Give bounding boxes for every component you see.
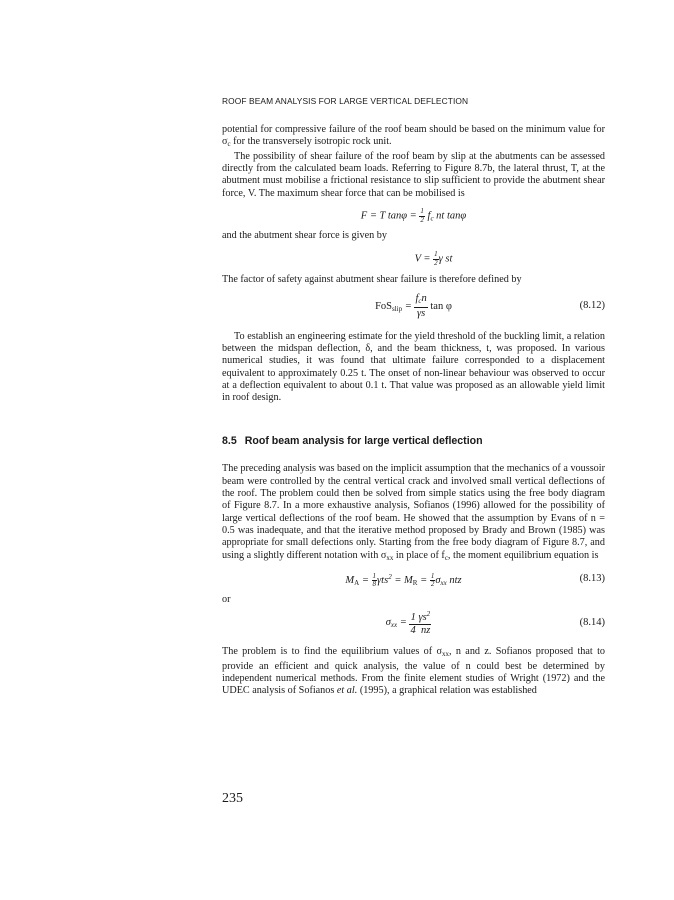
- or-text: or: [222, 593, 231, 605]
- para7-etal: et al.: [336, 685, 358, 697]
- eq-M-eq2: = M: [391, 574, 413, 586]
- eq-M-mid: γts: [377, 574, 389, 586]
- eq-fos-eq: =: [402, 300, 415, 312]
- eq-V-half-bot: 2: [434, 258, 438, 267]
- eq-M-number: (8.13): [579, 572, 605, 584]
- eq-fos-top-n: n: [421, 292, 427, 304]
- page-number: 235: [222, 791, 243, 806]
- equation-F: [222, 200, 605, 230]
- eq-fos-number: (8.12): [579, 299, 605, 311]
- equation-V: [222, 242, 605, 274]
- paragraph-4: The factor of safety against abutment shear failure is therefore defined by: [222, 274, 522, 286]
- eq-fos-bot: γs: [417, 307, 426, 319]
- eq-fos-top: [414, 293, 427, 308]
- eq-fos-top-sub: c: [418, 296, 422, 305]
- eq-F-half-top: 1: [420, 207, 424, 216]
- eq-sig-bot: 4 nz: [410, 625, 431, 637]
- eq-F-right: nt tanφ: [433, 210, 467, 222]
- eq-V-right: γ st: [438, 253, 453, 265]
- eq-M-eq1: =: [359, 574, 372, 586]
- eq-M-a-sub: A: [354, 578, 360, 587]
- eq-M-r-sub: R: [412, 578, 418, 587]
- eq-M-sq: 2: [388, 572, 392, 581]
- section-heading: [222, 435, 605, 447]
- page: [222, 0, 605, 900]
- eq-sig-top: [409, 608, 431, 625]
- para6-sub: xx: [386, 553, 394, 562]
- eq-fos-top-f: f: [415, 292, 419, 304]
- paragraph-6: [222, 463, 605, 564]
- eq-F-half-bot: 2: [420, 215, 424, 224]
- para1-end: for the transversely isotropic rock unit.: [230, 136, 392, 148]
- para6-sub2: c: [444, 553, 448, 562]
- eq-V-half-top: 1: [434, 250, 438, 259]
- eq-M-sigma-sub: xx: [440, 578, 447, 587]
- eq-F-half: [419, 208, 425, 224]
- eq-M-half-bot: 2: [430, 580, 435, 588]
- eq-M-sigma: σ: [435, 574, 441, 586]
- paragraph-1: [222, 124, 605, 151]
- paragraph-5: To establish an engineering estimate for the yield threshold of the buckling limit, a relation between the midspan deflection, δ, and the beam thickness, t, was proposed. In various numerical studies, it was found that ultimate failure corresponded to a displacement equivalent to approximately 0.25 t. The onset of non-linear behaviour was observed to occur at a deflection equivalent to about 0.1 t. That value was proposed as an allowable yield limit in roof design.: [222, 330, 605, 404]
- eq-F-fc-sub: c: [430, 214, 434, 223]
- para7-c: (1995), a graphical relation was established: [357, 685, 537, 697]
- para7-b: , n and z. Sofianos proposed that to provide an efficient and quick analysis, the value of n could best be determined by independent numerical methods. From the finite element studies of Wright (1972) and the UDEC analysis of Sofianos: [222, 646, 605, 697]
- equation-M: [222, 564, 605, 594]
- eq-sig-sub: xx: [390, 621, 398, 630]
- running-head: ROOF BEAM ANALYSIS FOR LARGE VERTICAL DEFLECTION: [222, 96, 469, 106]
- section-number: 8.5: [222, 434, 237, 447]
- para1-text: potential for compressive failure of the roof beam should be based on the minimum value for σ: [222, 124, 605, 148]
- paragraph-2: The possibility of shear failure of the roof beam by slip at the abutments can be assessed directly from the calculated beam loads. Referring to Figure 8.7b, the lateral thrust, T, at the abutment must mobilise a frictional resistance to slip sufficient to provide the abutment shear force, V. The maximum shear force that can be mobilised is: [222, 150, 605, 199]
- para6-mid: in place of f: [393, 549, 445, 561]
- eq-sig-top-text: 1 γs: [410, 612, 427, 624]
- para6-text: The preceding analysis was based on the implicit assumption that the mechanics of a voussoir beam were controlled by the central vertical crack and involved small vertical deflections of the roof. The problem could then be solved from simple statics using the free body diagram of Figure 8.7. In a more exhaustive analysis, Sofianos (1996) allowed for the possibility of large vertical deflections of the roof beam. He showed that the assumption by Evans of n = 0.5 was inadequate, and that the iterative method proposed by Brady and Brown (1985) was appropriate for small defections only. Starting from the free body diagram of Figure 8.7, and using a slightly different notation with σ: [222, 463, 605, 561]
- eq-fos-sub: slip: [392, 304, 403, 313]
- eq-F-fc: f: [427, 210, 431, 222]
- paragraph-7: [222, 646, 605, 697]
- eq-fos-left: FoS: [375, 300, 393, 312]
- eq-V-left: V =: [414, 253, 434, 265]
- equation-sigma: [222, 606, 605, 646]
- eq-M-end: ntz: [446, 574, 462, 586]
- eq-fos-frac: [414, 293, 427, 320]
- eq-fos-right: tan φ: [427, 300, 452, 312]
- para6-end: , the moment equilibrium equation is: [447, 549, 599, 561]
- para7-a: The problem is to find the equilibrium values of σ: [222, 646, 442, 658]
- eq-M-half-top: 1: [430, 571, 435, 580]
- para7-sub: xx: [441, 650, 449, 659]
- para1-sub: c: [227, 140, 231, 149]
- eq-M-eighth-top: 1: [372, 571, 377, 580]
- eq-sig-number: (8.14): [579, 617, 605, 629]
- eq-F-left: F = T tanφ =: [360, 210, 420, 222]
- eq-sig-frac: [409, 608, 431, 637]
- equation-fos: [222, 287, 605, 331]
- paragraph-3: and the abutment shear force is given by: [222, 230, 387, 242]
- eq-M-a: M: [345, 574, 355, 586]
- eq-sig-left: σ: [385, 617, 391, 629]
- eq-sig-eq: =: [397, 617, 410, 629]
- eq-M-eq3: =: [417, 574, 430, 586]
- section-title: Roof beam analysis for large vertical deflection: [244, 434, 483, 447]
- eq-sig-top-sup: 2: [426, 610, 431, 619]
- eq-M-eighth-bot: 8: [372, 580, 377, 588]
- body-text: [222, 124, 605, 698]
